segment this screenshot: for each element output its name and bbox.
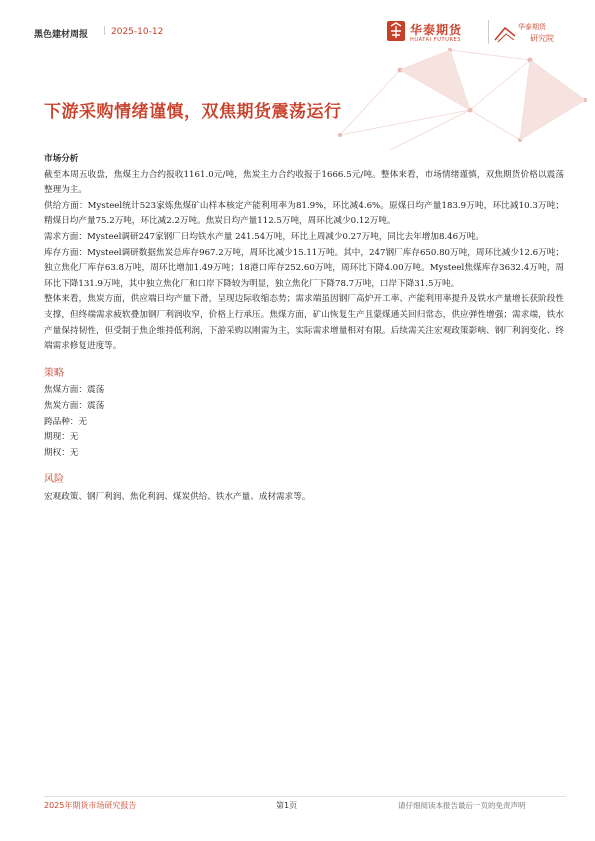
huatai-futures-logo bbox=[386, 20, 484, 48]
risk-text: 宏观政策、钢厂利润、焦化利润、煤炭供给、铁水产量、成材需求等。 bbox=[44, 491, 311, 502]
analysis-paragraph: 需求方面：Mysteel调研247家钢厂日均铁水产量 241.54万吨，环比上周减少0.27万吨，同比去年增加8.46万吨。 bbox=[44, 231, 484, 242]
logo-divider bbox=[488, 20, 489, 44]
footer-report-series: 2025年期货市场研究报告 bbox=[44, 801, 137, 810]
logo-english-name: HUATAI FUTURES bbox=[410, 37, 462, 43]
strategy-item: 跨品种：无 bbox=[44, 416, 87, 427]
market-analysis-heading: 市场分析 bbox=[44, 154, 79, 164]
analysis-paragraph: 整体来看，焦炭方面，供应端日均产量下滑，呈现边际收缩态势；需求端虽因钢厂高炉开工率、产能利用率提升及铁水产量增长获阶段性支撑，但终端需求疲软叠加钢厂利润收窄，价格上行承压。焦煤方面，矿山恢复生产且蒙煤通关回归常态，供应弹性增强；需求端，铁水产量保持韧性，但受制于焦企维持低利润，下游采购以刚需为主，实际需求增量相对有限。后续需关注宏观政策影响、钢厂利润变化、终端需求修复进度等。 bbox=[44, 294, 564, 352]
analysis-paragraph: 库存方面：Mysteel调研数据焦炭总库存967.2万吨，周环比减少15.11万吨。其中，247钢厂库存650.80万吨，周环比减少12.6万吨；独立焦化厂库存63.8万吨，周环比增加1.49万吨；18港口库存252.60万吨，周环比下降4.00万吨。Mysteel焦煤库存3632.4万吨，周环比下降131.9万吨，其中独立焦化厂和口岸下降较为明显，独立焦化厂下降78.7万吨，口岸下降31.5万吨。 bbox=[44, 247, 564, 289]
analysis-paragraph: 供给方面：Mysteel统计523家炼焦煤矿山样本核定产能利用率为81.9%，环比减4.6%。原煤日均产量183.9万吨，环比减10.3万吨；精煤日均产量75.2万吨，环比减2.2万吨。焦炭日均产量112.5万吨，周环比减少0.12万吨。 bbox=[44, 200, 564, 227]
strategy-item: 期现：无 bbox=[44, 432, 79, 443]
strategy-item: 焦煤方面：震荡 bbox=[44, 385, 105, 396]
report-body bbox=[44, 152, 564, 505]
disclaimer-note: 请仔细阅读本报告最后一页的免责声明 bbox=[398, 801, 526, 810]
footer-divider bbox=[44, 796, 566, 797]
strategy-heading: 策略 bbox=[44, 367, 64, 379]
page-header bbox=[0, 0, 595, 150]
research-institute-logo bbox=[494, 20, 564, 48]
report-date: 2025-10-12 bbox=[111, 27, 164, 37]
network-decoration bbox=[330, 40, 595, 150]
strategy-item: 焦炭方面：震荡 bbox=[44, 400, 105, 411]
institute-sub: 研究院 bbox=[530, 34, 554, 43]
page-title: 下游采购情绪谨慎，双焦期货震荡运行 bbox=[44, 102, 342, 122]
analysis-paragraph: 截至本周五收盘，焦煤主力合约报收1161.0元/吨，焦炭主力合约收报于1666.5元/吨。整体来看，市场情绪谨慎，双焦期货价格以震荡整理为主。 bbox=[44, 169, 564, 196]
institute-mark-icon bbox=[494, 24, 516, 44]
header-separator: | bbox=[103, 26, 107, 36]
logo-chinese-name: 华泰期货 bbox=[410, 23, 463, 37]
risk-heading: 风险 bbox=[44, 474, 64, 486]
huatai-emblem-icon bbox=[386, 20, 406, 42]
report-name: 黑色建材周报 bbox=[34, 30, 89, 40]
strategy-item: 期权：无 bbox=[44, 447, 79, 458]
institute-name: 华泰期货 bbox=[518, 23, 546, 31]
page-number: 第1页 bbox=[276, 801, 298, 810]
